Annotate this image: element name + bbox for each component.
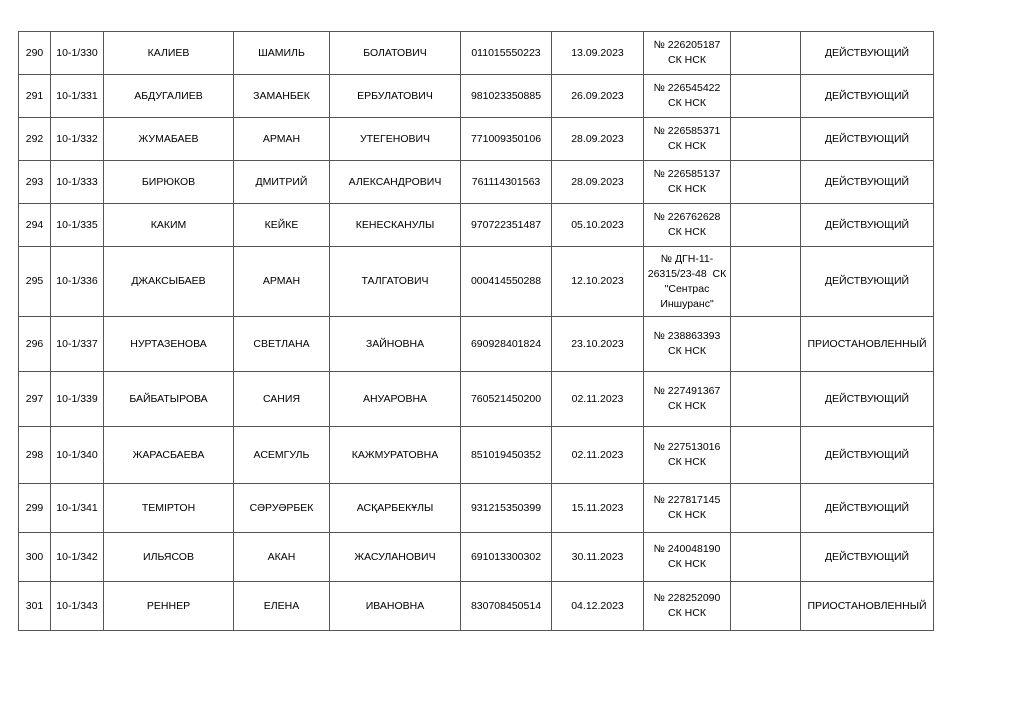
table-row <box>19 533 934 582</box>
row-number-cell: 294 <box>19 204 51 247</box>
row-number-cell: 291 <box>19 75 51 118</box>
contract-line: СК НСК <box>668 54 706 66</box>
contract-line: № 238863393 <box>653 330 721 342</box>
date-cell: 28.09.2023 <box>552 118 644 161</box>
date-cell: 02.11.2023 <box>552 372 644 427</box>
table-row <box>19 161 934 204</box>
registration-number-cell: 10-1/339 <box>51 372 104 427</box>
insurance-contract-cell <box>644 247 731 317</box>
empty-cell <box>731 372 801 427</box>
contract-line: СК НСК <box>668 456 706 468</box>
row-number-cell: 295 <box>19 247 51 317</box>
contract-line: № 226762628 <box>653 211 721 223</box>
surname-cell: ДЖАКСЫБАЕВ <box>104 247 234 317</box>
surname-cell: ТЕМІРТОН <box>104 484 234 533</box>
contract-line: СК НСК <box>668 226 706 238</box>
status-cell: ДЕЙСТВУЮЩИЙ <box>801 32 934 75</box>
surname-cell: НУРТАЗЕНОВА <box>104 317 234 372</box>
patronymic-cell: АЛЕКСАНДРОВИЧ <box>330 161 461 204</box>
patronymic-cell: ТАЛГАТОВИЧ <box>330 247 461 317</box>
row-number-cell: 292 <box>19 118 51 161</box>
date-cell: 23.10.2023 <box>552 317 644 372</box>
registry-table <box>18 31 934 631</box>
patronymic-cell: АСҚАРБЕКҰЛЫ <box>330 484 461 533</box>
table-row <box>19 75 934 118</box>
registration-number-cell: 10-1/343 <box>51 582 104 631</box>
contract-line: "Сентрас <box>664 282 710 295</box>
table-row <box>19 582 934 631</box>
insurance-contract-cell <box>644 161 731 204</box>
contract-line: № 227513016 <box>653 441 721 453</box>
row-number-cell: 299 <box>19 484 51 533</box>
iin-cell: 760521450200 <box>461 372 552 427</box>
status-cell: ПРИОСТАНОВЛЕННЫЙ <box>801 582 934 631</box>
date-cell: 28.09.2023 <box>552 161 644 204</box>
surname-cell: КАКИМ <box>104 204 234 247</box>
first-name-cell: ЗАМАНБЕК <box>234 75 330 118</box>
first-name-cell: САНИЯ <box>234 372 330 427</box>
contract-line: № 240048190 <box>653 543 721 555</box>
patronymic-cell: ИВАНОВНА <box>330 582 461 631</box>
row-number-cell: 301 <box>19 582 51 631</box>
table-row <box>19 317 934 372</box>
iin-cell: 931215350399 <box>461 484 552 533</box>
registration-number-cell: 10-1/333 <box>51 161 104 204</box>
table-row <box>19 484 934 533</box>
registration-number-cell: 10-1/341 <box>51 484 104 533</box>
first-name-cell: АКАН <box>234 533 330 582</box>
surname-cell: ЖУМАБАЕВ <box>104 118 234 161</box>
empty-cell <box>731 161 801 204</box>
surname-cell: АБДУГАЛИЕВ <box>104 75 234 118</box>
contract-line: № 227491367 <box>653 385 721 397</box>
contract-line: СК НСК <box>668 400 706 412</box>
first-name-cell: АСЕМГУЛЬ <box>234 427 330 484</box>
first-name-cell: СӘРУӘРБЕК <box>234 484 330 533</box>
empty-cell <box>731 533 801 582</box>
iin-cell: 000414550288 <box>461 247 552 317</box>
status-cell: ДЕЙСТВУЮЩИЙ <box>801 484 934 533</box>
empty-cell <box>731 247 801 317</box>
insurance-contract-cell <box>644 118 731 161</box>
status-cell: ДЕЙСТВУЮЩИЙ <box>801 533 934 582</box>
row-number-cell: 293 <box>19 161 51 204</box>
registration-number-cell: 10-1/331 <box>51 75 104 118</box>
row-number-cell: 298 <box>19 427 51 484</box>
surname-cell: РЕННЕР <box>104 582 234 631</box>
registration-number-cell: 10-1/337 <box>51 317 104 372</box>
insurance-contract-cell <box>644 317 731 372</box>
contract-line: № 228252090 <box>653 592 721 604</box>
date-cell: 04.12.2023 <box>552 582 644 631</box>
date-cell: 02.11.2023 <box>552 427 644 484</box>
first-name-cell: ДМИТРИЙ <box>234 161 330 204</box>
iin-cell: 011015550223 <box>461 32 552 75</box>
first-name-cell: ЕЛЕНА <box>234 582 330 631</box>
table-row <box>19 247 934 317</box>
contract-line: СК НСК <box>668 140 706 152</box>
contract-line: СК НСК <box>668 183 706 195</box>
table-row <box>19 32 934 75</box>
first-name-cell: АРМАН <box>234 247 330 317</box>
first-name-cell: СВЕТЛАНА <box>234 317 330 372</box>
empty-cell <box>731 427 801 484</box>
insurance-contract-cell <box>644 484 731 533</box>
empty-cell <box>731 118 801 161</box>
patronymic-cell: КАЖМУРАТОВНА <box>330 427 461 484</box>
contract-line: № 227817145 <box>653 494 721 506</box>
first-name-cell: АРМАН <box>234 118 330 161</box>
iin-cell: 981023350885 <box>461 75 552 118</box>
insurance-contract-cell <box>644 204 731 247</box>
date-cell: 15.11.2023 <box>552 484 644 533</box>
surname-cell: КАЛИЕВ <box>104 32 234 75</box>
status-cell: ПРИОСТАНОВЛЕННЫЙ <box>801 317 934 372</box>
iin-cell: 690928401824 <box>461 317 552 372</box>
contract-line: № 226585137 <box>653 168 721 180</box>
registration-number-cell: 10-1/342 <box>51 533 104 582</box>
patronymic-cell: АНУАРОВНА <box>330 372 461 427</box>
insurance-contract-cell <box>644 75 731 118</box>
surname-cell: БИРЮКОВ <box>104 161 234 204</box>
contract-line: № 226585371 <box>653 125 721 137</box>
row-number-cell: 297 <box>19 372 51 427</box>
status-cell: ДЕЙСТВУЮЩИЙ <box>801 75 934 118</box>
contract-line: СК НСК <box>668 97 706 109</box>
status-cell: ДЕЙСТВУЮЩИЙ <box>801 161 934 204</box>
insurance-contract-cell <box>644 582 731 631</box>
empty-cell <box>731 484 801 533</box>
registration-number-cell: 10-1/332 <box>51 118 104 161</box>
surname-cell: БАЙБАТЫРОВА <box>104 372 234 427</box>
patronymic-cell: ЗАЙНОВНА <box>330 317 461 372</box>
patronymic-cell: КЕНЕСКАНУЛЫ <box>330 204 461 247</box>
contract-line: СК НСК <box>668 558 706 570</box>
insurance-contract-cell <box>644 32 731 75</box>
contract-line: № ДГН-11- <box>660 252 714 265</box>
table-row <box>19 204 934 247</box>
contract-line: № 226205187 <box>653 39 721 51</box>
date-cell: 05.10.2023 <box>552 204 644 247</box>
first-name-cell: КЕЙКЕ <box>234 204 330 247</box>
table-row <box>19 118 934 161</box>
registration-number-cell: 10-1/330 <box>51 32 104 75</box>
patronymic-cell: БОЛАТОВИЧ <box>330 32 461 75</box>
status-cell: ДЕЙСТВУЮЩИЙ <box>801 118 934 161</box>
row-number-cell: 290 <box>19 32 51 75</box>
registration-number-cell: 10-1/340 <box>51 427 104 484</box>
patronymic-cell: ЖАСУЛАНОВИЧ <box>330 533 461 582</box>
empty-cell <box>731 32 801 75</box>
registration-number-cell: 10-1/335 <box>51 204 104 247</box>
date-cell: 26.09.2023 <box>552 75 644 118</box>
contract-line: СК НСК <box>668 607 706 619</box>
date-cell: 12.10.2023 <box>552 247 644 317</box>
row-number-cell: 296 <box>19 317 51 372</box>
contract-line: 26315/23-48 СК <box>647 267 727 280</box>
contract-line: СК НСК <box>668 509 706 521</box>
registration-number-cell: 10-1/336 <box>51 247 104 317</box>
status-cell: ДЕЙСТВУЮЩИЙ <box>801 247 934 317</box>
iin-cell: 771009350106 <box>461 118 552 161</box>
status-cell: ДЕЙСТВУЮЩИЙ <box>801 372 934 427</box>
patronymic-cell: УТЕГЕНОВИЧ <box>330 118 461 161</box>
patronymic-cell: ЕРБУЛАТОВИЧ <box>330 75 461 118</box>
iin-cell: 830708450514 <box>461 582 552 631</box>
table-row <box>19 372 934 427</box>
iin-cell: 851019450352 <box>461 427 552 484</box>
contract-line: Иншуранс" <box>660 297 714 310</box>
status-cell: ДЕЙСТВУЮЩИЙ <box>801 204 934 247</box>
status-cell: ДЕЙСТВУЮЩИЙ <box>801 427 934 484</box>
surname-cell: ЖАРАСБАЕВА <box>104 427 234 484</box>
first-name-cell: ШАМИЛЬ <box>234 32 330 75</box>
date-cell: 13.09.2023 <box>552 32 644 75</box>
table-row <box>19 427 934 484</box>
iin-cell: 691013300302 <box>461 533 552 582</box>
insurance-contract-cell <box>644 427 731 484</box>
insurance-contract-cell <box>644 372 731 427</box>
empty-cell <box>731 582 801 631</box>
date-cell: 30.11.2023 <box>552 533 644 582</box>
surname-cell: ИЛЬЯСОВ <box>104 533 234 582</box>
insurance-contract-cell <box>644 533 731 582</box>
iin-cell: 761114301563 <box>461 161 552 204</box>
empty-cell <box>731 317 801 372</box>
iin-cell: 970722351487 <box>461 204 552 247</box>
contract-line: № 226545422 <box>653 82 721 94</box>
row-number-cell: 300 <box>19 533 51 582</box>
empty-cell <box>731 75 801 118</box>
contract-line: СК НСК <box>668 345 706 357</box>
empty-cell <box>731 204 801 247</box>
